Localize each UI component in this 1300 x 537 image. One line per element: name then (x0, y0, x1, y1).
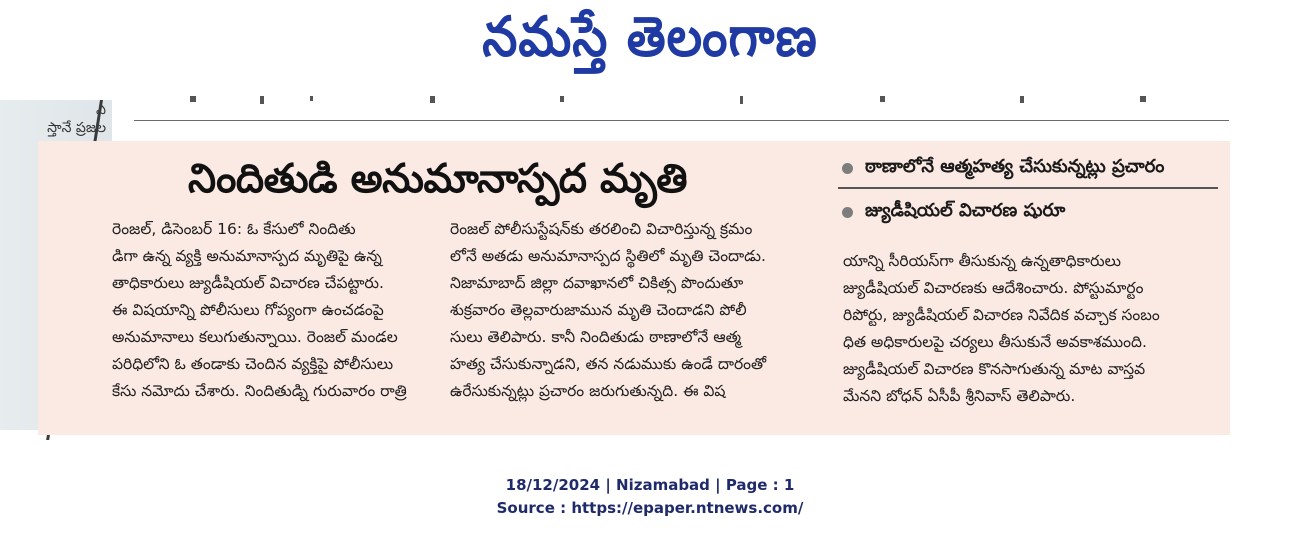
bullet-text: జ్యుడీషియల్ విచారణ షురూ (865, 199, 1066, 221)
cropped-text-strip (180, 96, 1220, 108)
article-column-1 (112, 216, 424, 405)
body-line: అనుమానాలు కలుగుతున్నాయి. రెంజల్ మండల (112, 328, 398, 346)
body-line: సులు తెలిపారు. కానీ నిందితుడు ఠాణాలోనే ఆత్మ (450, 328, 741, 346)
neighbor-column-line: స్తానే ప్రజల (47, 120, 106, 136)
body-line: జ్యుడీషియల్ విచారణ కొనసాగుతున్న మాట వాస్తవ (843, 360, 1146, 378)
body-line: శుక్రవారం తెల్లవారుజామున మృతి చెందాడని పోలీ (450, 301, 747, 319)
bullet-dot-icon (842, 163, 853, 174)
body-line: ఈ విషయాన్ని పోలీసులు గోప్యంగా ఉంచడంపై (112, 301, 384, 319)
body-line: నిజామాబాద్ జిల్లా దవాఖానలో చికిత్స పొందుతూ (450, 274, 744, 292)
body-line: రిపోర్టు, జ్యుడీషియల్ విచారణ నివేదిక వచ్చాక సంబం (843, 306, 1160, 324)
body-line: డిగా ఉన్న వ్యక్తి అనుమానాస్పద మృతిపై ఉన్న (112, 247, 382, 265)
article-column-2 (450, 216, 818, 405)
footer (0, 474, 1300, 520)
highlight-bullets (838, 150, 1218, 230)
body-line: లోనే అతడు అనుమానాస్పద స్థితిలో మృతి చెందాడు. (450, 247, 766, 265)
bullet-separator (838, 187, 1218, 189)
top-rule (134, 120, 1229, 121)
body-line: ధిత అధికారులపై చర్యలు తీసుకునే అవకాశముంది. (843, 333, 1147, 351)
edition-line: 18/12/2024 | Nizamabad | Page : 1 (505, 476, 795, 494)
body-line: పరిధిలోని ఓ తండాకు చెందిన వ్యక్తిపై పోలీసులు (112, 355, 394, 373)
bullet-item (838, 194, 1218, 230)
bullet-text: ఠాణాలోనే ఆత్మహత్య చేసుకున్నట్లు ప్రచారం (865, 155, 1165, 177)
source-link[interactable]: Source : https://epaper.ntnews.com/ (496, 499, 804, 517)
article-column-3 (843, 248, 1213, 410)
bullet-item (838, 150, 1218, 186)
body-line: కేసు నమోదు చేశారు. నిందితుడ్ని గురువారం రాత్రి (112, 382, 407, 400)
body-line: హత్య చేసుకున్నాడని, తన నడుముకు ఉండే దారంతో (450, 355, 767, 373)
masthead-title: నమస్తే తెలంగాణ (482, 5, 818, 69)
masthead (0, 0, 1300, 80)
cropped-text-marks (180, 96, 1220, 108)
body-line: రెంజల్ పోలీసుస్టేషన్‌కు తరలించి విచారిస్తున్న క్రమం (450, 220, 753, 238)
body-line: యాన్ని సీరియస్‌గా తీసుకున్న ఉన్నతాధికారులు (843, 252, 1121, 270)
body-line: మేనని బోధన్ ఏసీపీ శ్రీనివాస్ తెలిపారు. (843, 387, 1076, 405)
body-line: ఉరేసుకున్నట్లు ప్రచారం జరుగుతున్నది. ఈ విష (450, 382, 726, 400)
body-line: జ్యుడీషియల్ విచారణకు ఆదేశించారు. పోస్టుమార్టం (843, 279, 1144, 297)
body-line: రెంజల్, డిసెంబర్ 16: ఓ కేసులో నిందితు (112, 220, 356, 238)
article-headline: నిందితుడి అనుమానాస్పద మృతి (188, 156, 688, 202)
bullet-dot-icon (842, 207, 853, 218)
body-line: తాధికారులు జ్యుడీషియల్ విచారణ చేపట్టారు. (112, 274, 384, 292)
neighbor-column-line: ఎ (96, 102, 106, 118)
